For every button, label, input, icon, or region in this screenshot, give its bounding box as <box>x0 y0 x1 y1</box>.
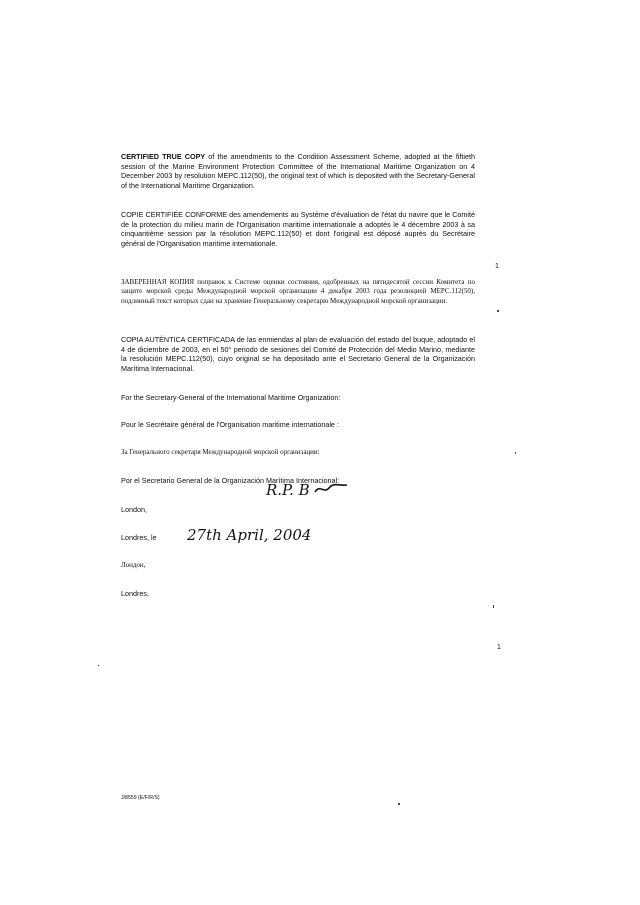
place-russian: Лондон, <box>121 561 146 569</box>
signatory-english: For the Secretary-General of the International Maritime Organization: <box>121 393 341 402</box>
handwritten-date: 27th April, 2004 <box>187 526 312 544</box>
handwritten-signature <box>266 481 348 499</box>
scan-speck <box>497 310 499 312</box>
scan-speck <box>98 665 99 666</box>
certification-english <box>121 152 475 190</box>
document-reference: J/8559 (E/F/R/S) <box>121 795 160 801</box>
place-english: London, <box>121 505 147 514</box>
place-spanish: Londres, <box>121 589 149 598</box>
signature-text: R.P. B <box>266 481 310 499</box>
certification-russian <box>121 278 475 306</box>
certification-spanish-lead: COPIA AUTÉNTICA CERTIFICADA <box>121 335 235 344</box>
scan-speck <box>493 605 494 608</box>
signatory-french: Pour le Secrétaire général de l'Organisation maritime internationale : <box>121 420 339 429</box>
certification-russian-lead: ЗАВЕРЕННАЯ КОПИЯ <box>121 278 195 286</box>
margin-mark-bottom: 1 <box>497 644 501 651</box>
certification-french-text: des amendements au Système d'évaluation de l'état du navire que le Comité de la protection du milieu marin de l'Organisation maritime internationale a adoptés le 4 décembre 2003 à sa cinquantième session par la résolution MEPC.112(50) et dont l'original est déposé auprès du Secrétaire général de l'Organisation maritime internationale. <box>121 210 475 248</box>
signatory-russian: За Генерального секретаря Международной морской организации: <box>121 448 320 456</box>
scan-speck <box>398 803 400 805</box>
signature-flourish <box>314 482 348 496</box>
certification-spanish-text: de las enmiendas al plan de evaluación del estado del buque, adoptado el 4 de diciembre de 2003, en el 50° periodo de sesiones del Comité de Protección del Medio Marino, mediante la resolución MEPC.112(50), cuyo original se ha depositado ante el Secretario General de la Organización Marítima Internacional. <box>121 335 476 373</box>
margin-mark-top: 1 <box>495 263 499 270</box>
scan-speck <box>515 452 516 454</box>
certification-english-lead: CERTIFIED TRUE COPY <box>121 152 206 161</box>
signatory-spanish: Por el Secretario General de la Organización Marítima Internacional: <box>121 476 340 485</box>
certification-english-text: of the amendments to the Condition Assessment Scheme, adopted at the fiftieth session of the Marine Environment Protection Committee of the International Maritime Organization on 4 December 2003 by resolution MEPC.112(50), the original text of which is deposited with the Secretary-General of the International Maritime Organization. <box>121 152 475 190</box>
certification-french-lead: COPIE CERTIFIÉE CONFORME <box>121 210 228 219</box>
certification-russian-text: поправок к Системе оценки состояния, одобренных на пятидесятой сессии Комитета по защите морской среды Международной морской организации 4 декабря 2003 года резолюцией МЕРС.112(50), подлинный текст которых сдан на хранение Генеральному секретарю Международной морской организации. <box>121 278 476 305</box>
certification-spanish <box>121 335 475 373</box>
certification-french <box>121 210 475 248</box>
place-french: Londres, le <box>121 533 157 542</box>
